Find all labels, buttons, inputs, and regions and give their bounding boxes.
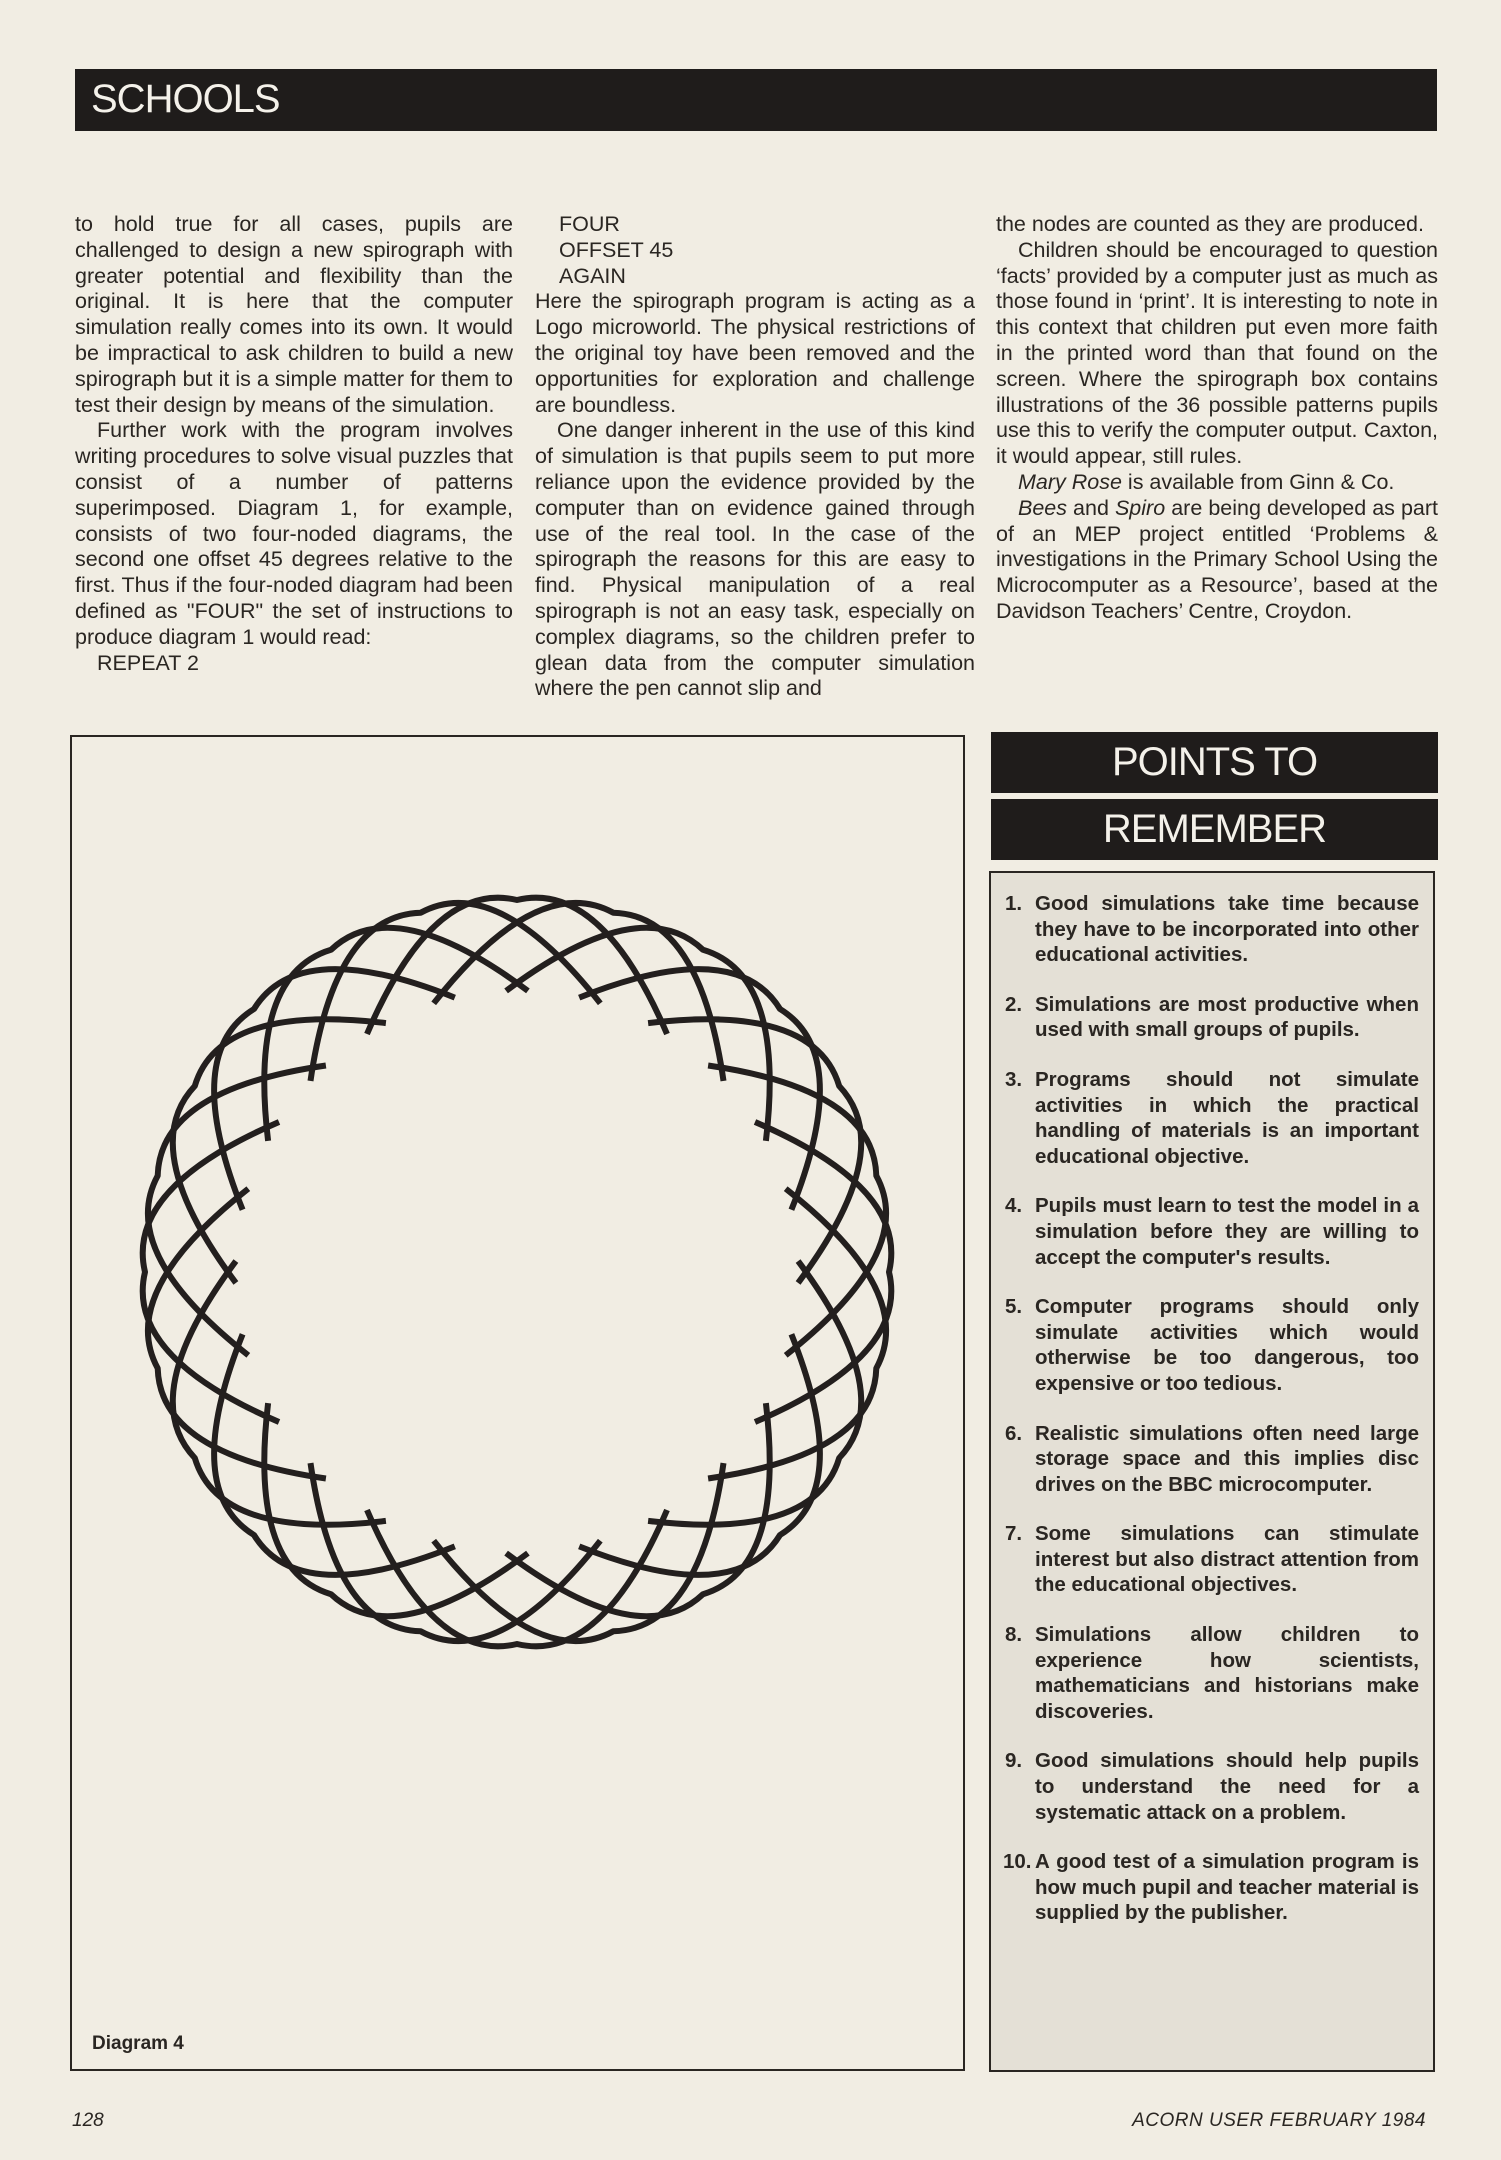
- section-header-bar: [75, 69, 1437, 131]
- point-item: [1005, 1067, 1419, 1169]
- page-number: 128: [72, 2110, 104, 2131]
- paragraph: Further work with the program involves writing procedures to solve visual puzzles that consist of a number of patterns superimposed. Diagram 1, for example, consists of two four-noded diagrams, the second one offset 45 degrees relative to the first. Thus if the four-noded diagram had been defined as "FOUR" the set of instructions to produce diagram 1 would read:: [75, 418, 513, 649]
- point-item: [1005, 992, 1419, 1043]
- point-number: 2.: [1005, 992, 1023, 1016]
- point-text: Programs should not simulate activities in which the practical handling of materials is an important educational objective.: [1035, 1067, 1419, 1168]
- point-item: [1005, 891, 1419, 968]
- spirograph-loop: [143, 1122, 279, 1422]
- text-column-3: [996, 212, 1438, 625]
- point-text: A good test of a simulation program is how much pupil and teacher material is supplied by the publisher.: [1035, 1850, 1419, 1925]
- code-line: REPEAT 2: [97, 650, 199, 675]
- point-number: 3.: [1005, 1067, 1023, 1091]
- point-text: Realistic simulations often need large storage space and this implies disc drives on the BBC microcomputer.: [1035, 1421, 1419, 1496]
- spirograph-loop: [648, 1019, 861, 1283]
- title-spiro: Spiro: [1114, 495, 1166, 520]
- section-title: SCHOOLS: [91, 77, 280, 121]
- text-column-2: [535, 212, 975, 702]
- diagram-4-frame: [70, 735, 965, 2071]
- spirograph-loop: [367, 898, 667, 1034]
- paragraph: [996, 470, 1438, 496]
- paragraph: One danger inherent in the use of this kind of simulation is that pupils seem to put more reliance upon the evidence provided by the computer than on evidence gained through use of the real tool. In the case of the spirograph the reasons for this are easy to find. Physical manipulation of a real spirograph is not an easy task, especially on complex diagrams, so the children prefer to glean data from the computer simulation where the pen cannot slip and: [535, 418, 975, 701]
- paragraph: [996, 496, 1438, 625]
- paragraph: Here the spirograph program is acting as a Logo microworld. The physical restrictions of the original toy have been removed and the opportunities for exploration and challenge are boundless.: [535, 289, 975, 417]
- point-text: Simulations are most productive when used with small groups of pupils.: [1035, 992, 1419, 1042]
- text-column-1: [75, 212, 513, 676]
- point-text: Simulations allow children to experience how scientists, mathematicians and historians make discoveries.: [1035, 1623, 1419, 1723]
- point-number: 4.: [1005, 1194, 1023, 1218]
- point-item: [1005, 1622, 1419, 1724]
- spirograph-loop: [708, 1066, 886, 1356]
- spirograph-loop: [708, 1189, 886, 1479]
- spirograph-loop: [434, 1463, 724, 1641]
- code-line: AGAIN: [559, 263, 626, 288]
- point-number: 1.: [1005, 892, 1023, 915]
- point-number: 8.: [1005, 1623, 1023, 1647]
- spirograph-loop: [648, 1261, 861, 1525]
- paragraph-text: and: [1067, 495, 1115, 520]
- paragraph-text: are being developed as part of an MEP project entitled ‘Problems & investigations in the Primary School Using the Microcomputer as a Resource’, based at the Davidson Teachers’ Centre, Croydon.: [996, 495, 1439, 623]
- spirograph-loop: [173, 1019, 386, 1283]
- points-to-remember-box: [989, 871, 1435, 2072]
- spirograph-loop: [173, 1261, 386, 1525]
- spirograph-diagram: [72, 737, 963, 2069]
- points-list: [991, 873, 1433, 1926]
- spirograph-loop: [311, 903, 601, 1081]
- title-bees: Bees: [1018, 495, 1068, 520]
- point-number: 5.: [1005, 1295, 1023, 1319]
- spirograph-loop: [214, 1334, 455, 1575]
- spirograph-loop: [506, 1403, 770, 1616]
- paragraph-text: is available from Ginn & Co.: [1121, 469, 1395, 494]
- spirograph-loop: [579, 1334, 820, 1575]
- point-item: [1005, 1294, 1419, 1396]
- point-item: [1005, 1849, 1419, 1926]
- point-number: 7.: [1005, 1522, 1023, 1546]
- paragraph: Children should be encouraged to question ‘facts’ provided by a computer just as much as those found in ‘print’. It is interesting to note in this context that children put even more faith in the printed word than that found on the screen. Where the spirograph box contains illustrations of the 36 possible patterns pupils use this to verify the computer output. Caxton, it would appear, still rules.: [996, 237, 1438, 469]
- spirograph-loop: [214, 969, 455, 1210]
- code-line: OFFSET 45: [559, 237, 674, 262]
- title-mary-rose: Mary Rose: [1018, 469, 1122, 494]
- paragraph: the nodes are counted as they are produced.: [996, 212, 1424, 236]
- diagram-caption: Diagram 4: [92, 2033, 184, 2054]
- point-number: 10.: [1003, 1850, 1032, 1874]
- spirograph-loop: [148, 1066, 326, 1356]
- magazine-footer: ACORN USER FEBRUARY 1984: [1132, 2110, 1426, 2131]
- spirograph-loop: [148, 1189, 326, 1479]
- spirograph-loop: [579, 969, 820, 1210]
- spirograph-loop: [755, 1122, 891, 1422]
- spirograph-loop: [264, 928, 528, 1141]
- point-text: Computer programs should only simulate activities which would otherwise be too dangerous, too expensive or too tedious.: [1035, 1295, 1419, 1395]
- spirograph-loop: [506, 928, 770, 1141]
- point-text: Some simulations can stimulate interest but also distract attention from the educational objectives.: [1035, 1522, 1419, 1597]
- point-number: 9.: [1005, 1749, 1023, 1773]
- point-item: [1005, 1748, 1419, 1825]
- spirograph-loop: [264, 1403, 528, 1616]
- paragraph: to hold true for all cases, pupils are challenged to design a new spirograph with greater potential and flexibility than the original. It is here that the computer simulation really comes into its own. It would be impractical to ask children to build a new spirograph but it is a simple matter for them to test their design by means of the simulation.: [75, 212, 513, 417]
- points-title-line-1: POINTS TO: [991, 732, 1438, 793]
- point-text: Good simulations should help pupils to understand the need for a systematic attack on a problem.: [1035, 1749, 1419, 1824]
- points-title-line-2: REMEMBER: [991, 799, 1438, 860]
- point-text: Good simulations take time because they have to be incorporated into other educational activities.: [1035, 892, 1419, 967]
- spirograph-loop: [367, 1510, 667, 1646]
- point-text: Pupils must learn to test the model in a simulation before they are willing to accept the computer's results.: [1035, 1194, 1419, 1269]
- code-line: FOUR: [559, 212, 620, 236]
- spirograph-loop: [434, 903, 724, 1081]
- point-item: [1005, 1421, 1419, 1498]
- point-item: [1005, 1521, 1419, 1598]
- spirograph-loop: [311, 1463, 601, 1641]
- point-number: 6.: [1005, 1421, 1023, 1445]
- point-item: [1005, 1193, 1419, 1270]
